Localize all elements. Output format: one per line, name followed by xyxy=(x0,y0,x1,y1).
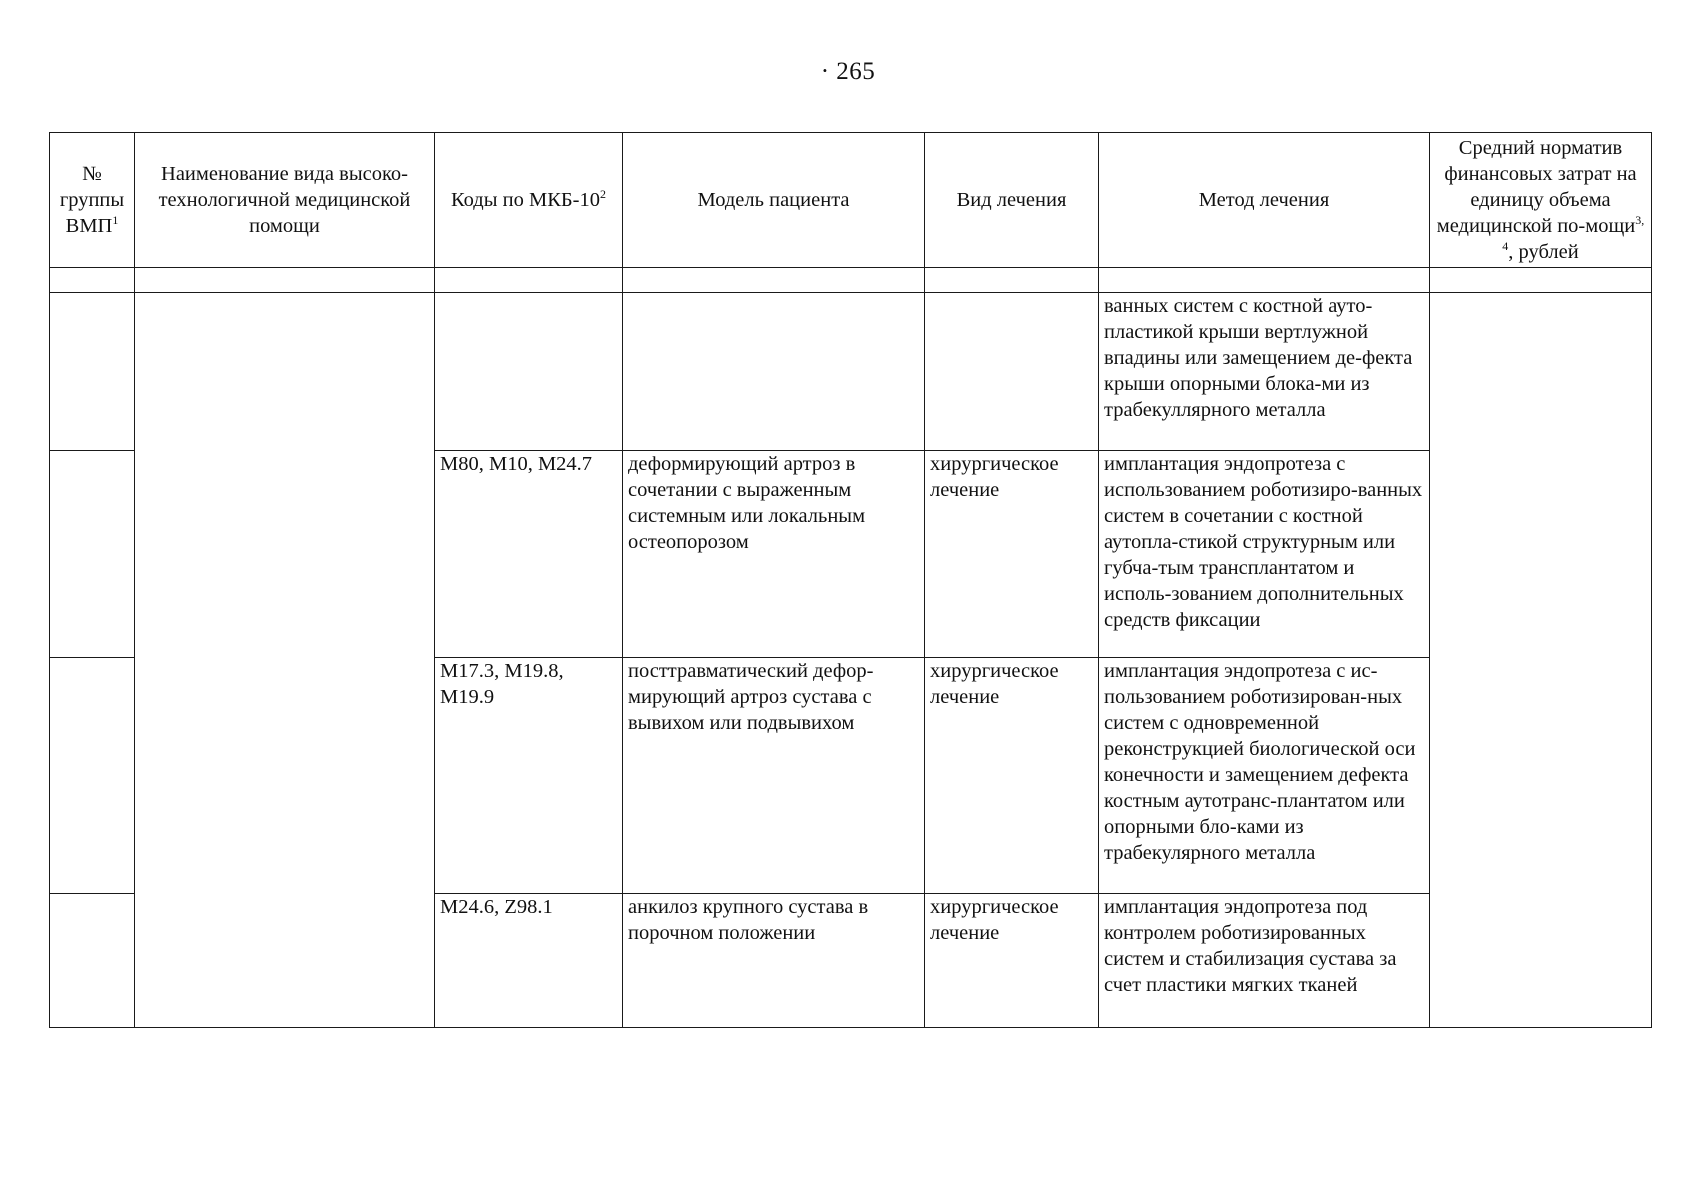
page-number: · 265 xyxy=(820,58,876,85)
header-name: Наименование вида высоко-технологичной медицинской помощи xyxy=(135,133,435,268)
column-number-cell xyxy=(135,268,435,293)
header-cost: Средний норматив финансовых затрат на единицу объема медицинской по-мощи$^{3, 4}$, рублей xyxy=(1430,133,1652,268)
group-no-cell xyxy=(50,451,135,658)
patient-model-cell xyxy=(623,293,925,451)
icd-codes-cell: M80, M10, M24.7 xyxy=(435,451,623,658)
treatment-type-cell xyxy=(925,293,1099,451)
group-no-cell xyxy=(50,293,135,451)
vmp-table xyxy=(49,132,1652,1028)
column-number-row xyxy=(50,268,1652,293)
column-number-cell xyxy=(435,268,623,293)
group-no-cell xyxy=(50,658,135,894)
name-cell xyxy=(135,293,435,1028)
column-number-cell xyxy=(925,268,1099,293)
header-group-no: № группы ВМП$^1$ xyxy=(50,133,135,268)
header-treatment-type: Вид лечения xyxy=(925,133,1099,268)
column-number-cell xyxy=(1430,268,1652,293)
treatment-type-cell: хирургическое лечение xyxy=(925,451,1099,658)
column-number-cell xyxy=(50,268,135,293)
patient-model-cell: деформирующий артроз в сочетании с выраженным системным или локальным остеопорозом xyxy=(623,451,925,658)
icd-codes-cell: M24.6, Z98.1 xyxy=(435,894,623,1028)
column-number-cell xyxy=(623,268,925,293)
treatment-method-cell: имплантация эндопротеза с использованием роботизиро-ванных систем в сочетании с костной аутопла-стикой структурным или губча-тым трансплантатом и исполь-зованием дополнительных средств фиксации xyxy=(1099,451,1430,658)
treatment-type-cell: хирургическое лечение xyxy=(925,894,1099,1028)
patient-model-cell: посттравматический дефор-мирующий артроз сустава с вывихом или подвывихом xyxy=(623,658,925,894)
treatment-type-cell: хирургическое лечение xyxy=(925,658,1099,894)
header-icd-codes: Коды по МКБ-$10^2$ xyxy=(435,133,623,268)
column-number-cell xyxy=(1099,268,1430,293)
table-row xyxy=(50,293,1652,451)
header-treatment-method: Метод лечения xyxy=(1099,133,1430,268)
icd-codes-cell: M17.3, M19.8, M19.9 xyxy=(435,658,623,894)
header-patient-model: Модель пациента xyxy=(623,133,925,268)
icd-codes-cell xyxy=(435,293,623,451)
treatment-method-cell: ванных систем с костной ауто-пластикой крыши вертлужной впадины или замещением де-фекта крыши опорными блока-ми из трабекуллярного металла xyxy=(1099,293,1430,451)
table-header-row xyxy=(50,133,1652,268)
group-no-cell xyxy=(50,894,135,1028)
treatment-method-cell: имплантация эндопротеза под контролем роботизированных систем и стабилизация сустава за счет пластики мягких тканей xyxy=(1099,894,1430,1028)
cost-cell xyxy=(1430,293,1652,1028)
patient-model-cell: анкилоз крупного сустава в порочном положении xyxy=(623,894,925,1028)
treatment-method-cell: имплантация эндопротеза с ис-пользованием роботизирован-ных систем с одновременной реконструкцией биологической оси конечности и замещением дефекта костным аутотранс-плантатом или опорными бло-ками из трабекулярного металла xyxy=(1099,658,1430,894)
